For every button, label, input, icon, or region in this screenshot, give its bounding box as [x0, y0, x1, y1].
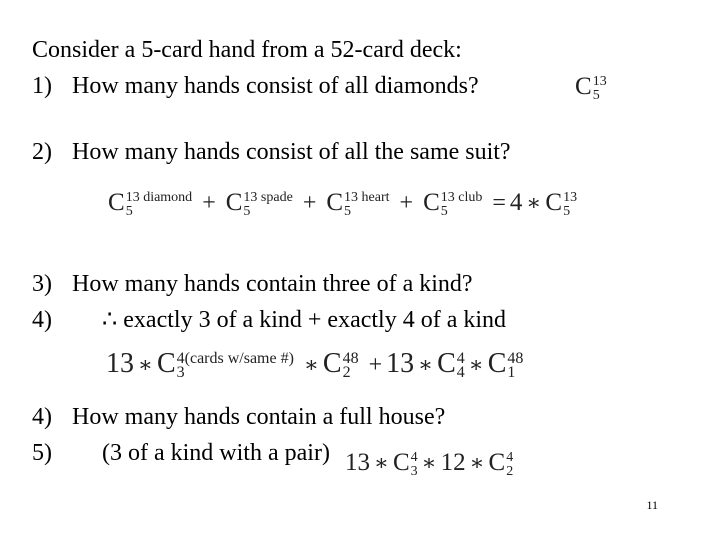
superscript: 4: [456, 350, 465, 367]
formula-full-house: [345, 450, 513, 477]
superscript: 13: [592, 74, 607, 89]
combination-symbol: C: [108, 189, 125, 216]
combination-symbol: C: [392, 449, 410, 476]
question-2: [32, 138, 511, 166]
superscript: 13 heart: [344, 190, 390, 205]
plus-sign: +: [368, 352, 383, 378]
subscript: 5: [125, 204, 133, 219]
intro-text: Consider a 5-card hand from a 52-card deck:: [32, 37, 462, 63]
superscript: 13 diamond: [125, 190, 193, 205]
question-number: 1): [32, 73, 52, 99]
superscript: 13 spade: [243, 190, 293, 205]
question-text: How many hands consist of all diamonds?: [72, 73, 479, 99]
plus-sign: +: [302, 190, 317, 216]
subscript: 5: [592, 88, 600, 103]
question-text: How many hands contain three of a kind?: [72, 271, 473, 297]
subscript: 5: [440, 204, 448, 219]
coefficient: 13: [345, 449, 370, 476]
question-text: How many hands contain a full house?: [72, 404, 446, 430]
subscript: 4: [456, 364, 465, 381]
plus-sign: +: [202, 190, 216, 216]
superscript: 48: [507, 350, 524, 367]
combination-symbol: C: [488, 449, 506, 476]
multiply-sign: ∗: [303, 352, 319, 377]
multiply-sign: ∗: [374, 450, 389, 475]
combination-symbol: C: [487, 348, 507, 379]
combination-symbol: C: [326, 189, 344, 216]
superscript: 48: [342, 350, 359, 367]
coefficient: 12: [440, 449, 466, 476]
plus-sign: +: [399, 190, 414, 216]
question-text: (3 of a kind with a pair): [102, 440, 330, 466]
multiply-sign: ∗: [526, 190, 542, 215]
subscript: 5: [344, 204, 352, 219]
multiply-sign: ∗: [421, 450, 437, 475]
combination-symbol: C: [156, 348, 176, 379]
combination-symbol: C: [322, 348, 342, 379]
question-5: [32, 439, 330, 467]
combination-symbol: C: [225, 189, 243, 216]
question-3: [32, 270, 473, 298]
multiply-sign: ∗: [469, 450, 485, 475]
multiply-sign: ∗: [138, 352, 153, 377]
formula-same-suit: [108, 190, 577, 217]
question-number: 5): [32, 440, 52, 466]
subscript: 5: [243, 204, 251, 219]
combination-symbol: C: [545, 189, 563, 216]
coefficient: 13: [106, 348, 134, 379]
subscript: 5: [563, 204, 571, 219]
question-1: [32, 72, 479, 100]
formula-diamonds: [575, 74, 607, 101]
question-text: ∴ exactly 3 of a kind + exactly 4 of a kind: [102, 307, 507, 333]
question-4: [32, 403, 445, 431]
question-4-continuation: [32, 306, 506, 334]
subscript: 1: [507, 364, 516, 381]
question-number: 4): [32, 404, 52, 430]
subscript: 2: [342, 364, 351, 381]
equals-sign: =: [492, 190, 506, 216]
superscript: 4(cards w/same #): [176, 350, 294, 367]
multiply-sign: ∗: [468, 352, 484, 377]
superscript: 4: [506, 450, 514, 465]
subscript: 3: [176, 364, 185, 381]
combination-symbol: C: [437, 348, 456, 379]
question-number: 2): [32, 139, 52, 165]
question-text: How many hands consist of all the same suit?: [72, 139, 511, 165]
coefficient: 4: [509, 189, 523, 216]
combination-symbol: C: [423, 189, 440, 216]
formula-three-of-a-kind: [106, 348, 524, 381]
subscript: 3: [410, 464, 418, 479]
question-number: 4): [32, 307, 52, 333]
question-number: 3): [32, 271, 52, 297]
superscript: 13: [563, 190, 578, 205]
superscript: 4: [410, 450, 418, 465]
combination-symbol: C: [575, 73, 592, 100]
multiply-sign: ∗: [418, 352, 434, 377]
coefficient: 13: [386, 348, 415, 379]
subscript: 2: [506, 464, 514, 479]
superscript: 13 club: [440, 190, 483, 205]
page-number: 11: [646, 498, 658, 512]
